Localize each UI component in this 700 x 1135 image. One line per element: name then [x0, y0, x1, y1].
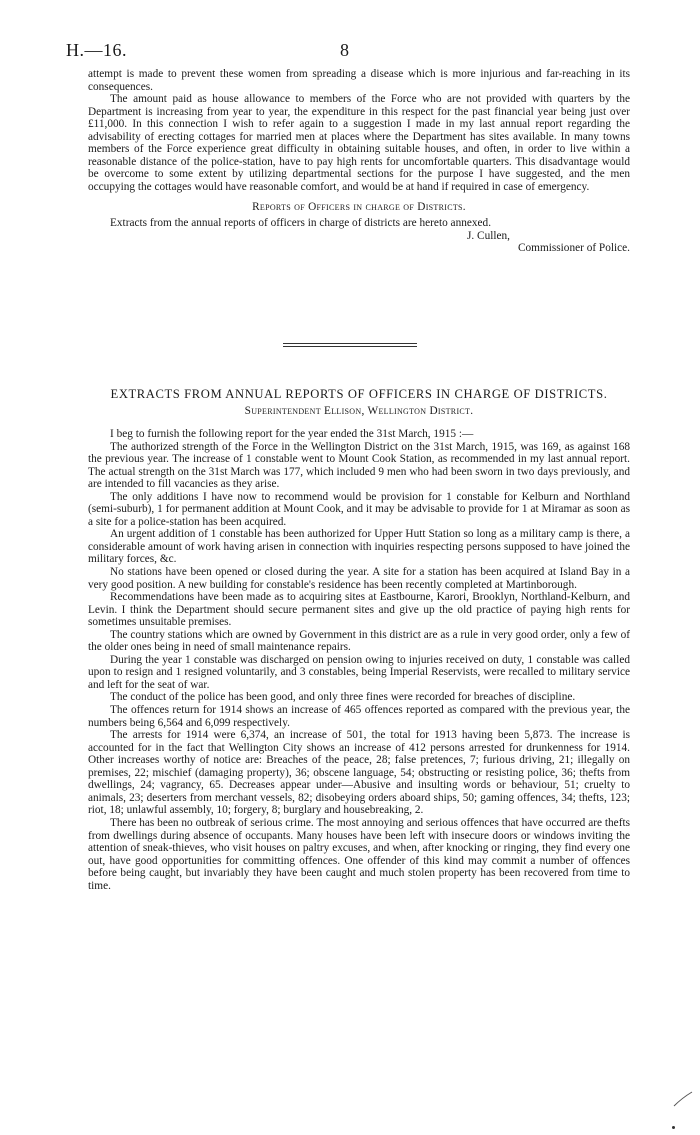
- paragraph-intro: I beg to furnish the following report for the year ended the 31st March, 1915 :—: [110, 428, 474, 440]
- paragraph-country-stations: The country stations which are owned by Government in this district are as a rule in very good order, only a few of the older ones being in need of small maintenance repairs.: [88, 628, 630, 654]
- signature-name: J. Cullen,: [467, 229, 510, 242]
- top-section: [88, 68, 630, 255]
- paragraph-stations: No stations have been opened or closed during the year. A site for a station has been acquired at Island Bay in a very good position. A new building for constable's residence has been recently completed at Martinborough.: [88, 566, 630, 591]
- divider-rule-bottom: [283, 346, 417, 347]
- paragraph-sites: Recommendations have been made as to acquiring sites at Eastbourne, Karori, Brooklyn, Northland-Kelburn, and Levin. I think the Department should secure permanent sites and give up the old practice of paying high rents for sometimes unsuitable premises.: [88, 591, 630, 629]
- paragraph-conduct: The conduct of the police has been good, and only three fines were recorded for breaches of discipline.: [110, 691, 576, 704]
- paragraph-strength: The authorized strength of the Force in the Wellington District on the 31st March, 1915, was 169, as against 168 the previous year. The increase of 1 constable went to Mount Cook Station, as recommended in my last annual report. The actual strength on the 31st March was 177, which included 9 men who had been sworn in two days previously, and are intended to fill vacancies as they arise.: [88, 440, 630, 491]
- scan-mark-dot: [672, 1126, 675, 1129]
- paragraph-urgent-addition: An urgent addition of 1 constable has been authorized for Upper Hutt Station so long as a military camp is there, a considerable amount of work having arisen in connection with inquiries respecting persons supposed to have joined the military forces, &c.: [88, 528, 630, 566]
- page-number: 8: [340, 40, 349, 60]
- divider-rule-top: [283, 343, 417, 344]
- document-reference: H.—16.: [66, 40, 127, 60]
- extracts-body: [88, 428, 630, 892]
- extracts-line: Extracts from the annual reports of officers in charge of districts are hereto annexed.: [110, 217, 492, 230]
- scan-mark-stroke: [672, 1090, 694, 1110]
- paragraph-additions: The only additions I have now to recommend would be provision for 1 constable for Kelburn and Northland (semi-suburb), 1 for permanent addition at Mount Cook, and it may be advisable to provide for 1 at Miramar as soon as a site for a police-station has been acquired.: [88, 490, 630, 528]
- signature-title: Commissioner of Police.: [517, 242, 630, 255]
- paragraph-house-allowance: The amount paid as house allowance to members of the Force who are not provided with quarters by the Department is increasing from year to year, the expenditure in this respect for the past financial year being just over £11,000. In this connection I wish to refer again to a suggestion I made in my last annual report regarding the advisability of erecting cottages for married men at places where the Department has sites available. In many towns members of the Force experience great difficulty in obtaining suitable houses, and often, in order to live within a reasonable distance of the police-station, have to pay high rents for uncomfortable quarters. This disadvantage would be overcome to some extent by utilizing departmental sections for the purpose I have suggested, and the men occupying the cottages would have reasonable comfort, and would be at hand if required in case of emergency.: [88, 93, 630, 193]
- extracts-subheading: Superintendent Ellison, Wellington District.: [244, 405, 474, 417]
- extracts-heading: EXTRACTS FROM ANNUAL REPORTS OF OFFICERS IN CHARGE OF DISTRICTS.: [110, 387, 608, 401]
- reports-heading: Reports of Officers in charge of Districts.: [252, 201, 466, 214]
- paragraph-arrests: The arrests for 1914 were 6,374, an increase of 501, the total for 1913 having been 5,873. The increase is accounted for in the fact that Wellington City shows an increase of 412 persons arrested for drunkenness for 1914. Other increases worthy of notice are: Breaches of the peace, 28; false pretences, 7; furious driving, 21; illegally on premises, 22; mischief (damaging property), 36; obscene language, 54; obstructing or resisting police, 36; thefts from dwellings, 24; vagrancy, 65. Decreases appear under—Abusive and insulting words or behaviour, 51; cruelty to animals, 23; deserters from merchant vessels, 82; disobeying orders aboard ships, 50; gaming offences, 34; thefts, 123; riot, 18; unlawful assembly, 10; forgery, 8; burglary and housebreaking, 2.: [88, 729, 630, 817]
- paragraph-continued: attempt is made to prevent these women from spreading a disease which is more injurious and far-reaching in its consequences.: [88, 68, 630, 93]
- paragraph-offences: The offences return for 1914 shows an increase of 465 offences reported as compared with the previous year, the numbers being 6,564 and 6,099 respectively.: [88, 704, 630, 729]
- paragraph-serious-crime: There has been no outbreak of serious crime. The most annoying and serious offences that have occurred are thefts from dwellings during absence of occupants. Many houses have been left with insecure doors or windows inviting the attention of sneak-thieves, who visit houses on paltry excuses, and when, after knocking or ringing, they find every one out, have good opportunities for committing offences. One offender of this kind may commit a number of offences before being caught, but invariably they have been caught and much stolen property has been recovered from time to time.: [88, 816, 630, 892]
- paragraph-personnel: During the year 1 constable was discharged on pension owing to injuries received on duty, 1 constable was called upon to resign and 1 resigned voluntarily, and 3 constables, being Imperial Reservists, were recalled to military service and left for the seat of war.: [88, 653, 630, 691]
